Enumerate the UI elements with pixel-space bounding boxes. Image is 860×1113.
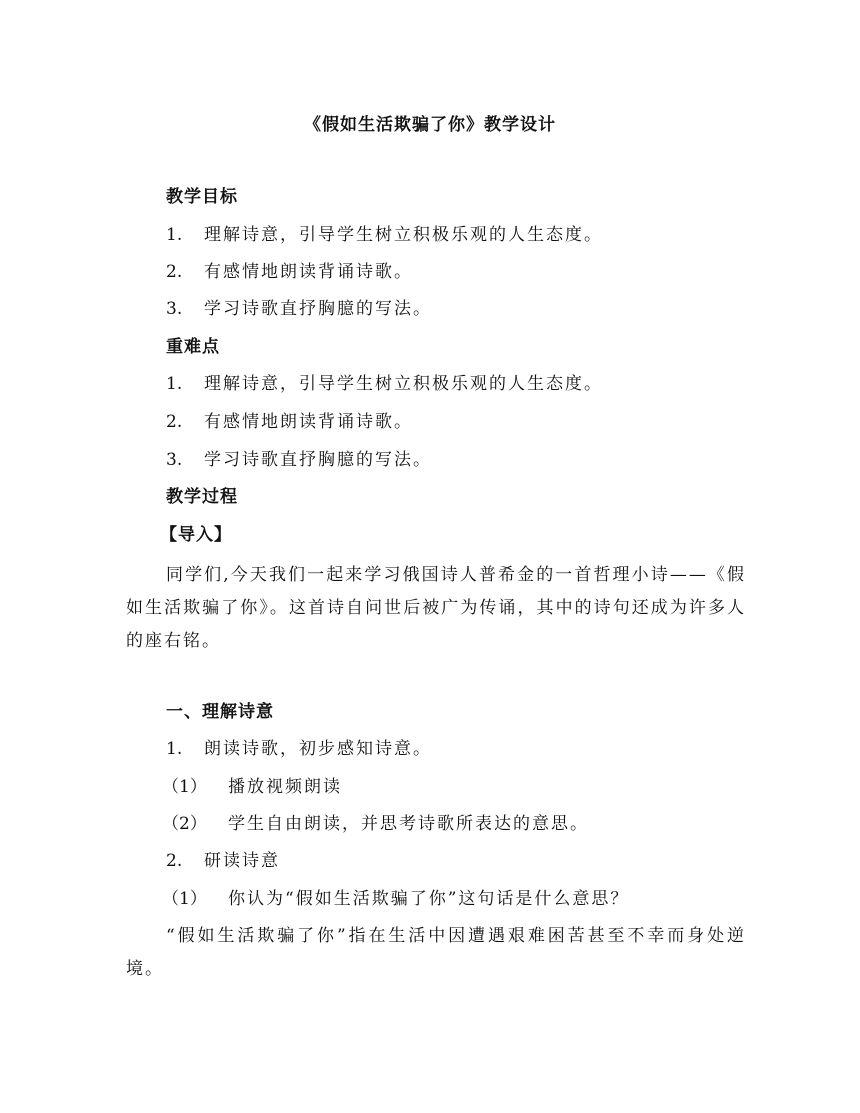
sub-step-item — [162, 775, 342, 799]
answer-paragraph: “假如生活欺骗了你”指在生活中因遭遇艰难困苦甚至不幸而身处逆境。 — [126, 926, 746, 979]
key-point-number: 1. — [166, 374, 183, 394]
key-point-item — [166, 410, 413, 434]
objective-number: 1. — [166, 225, 183, 245]
document-title: 《假如生活欺骗了你》教学设计 — [304, 115, 556, 135]
key-point-text: 学习诗歌直抒胸臆的写法。 — [204, 450, 432, 470]
sub-step-number: （2） — [162, 814, 207, 834]
objective-item — [166, 223, 603, 247]
step-number: 1. — [166, 739, 183, 759]
process-heading: 教学过程 — [166, 487, 238, 507]
objective-number: 2. — [166, 262, 183, 282]
key-point-text: 有感情地朗读背诵诗歌。 — [204, 412, 413, 432]
objective-number: 3. — [166, 299, 183, 319]
sub-step-text: 学生自由朗读，并思考诗歌所表达的意思。 — [228, 814, 589, 834]
step-item — [166, 737, 432, 761]
sub-step-text: 你认为“假如生活欺骗了你”这句话是什么意思？ — [228, 889, 630, 909]
sub-step-number: （1） — [162, 889, 207, 909]
intro-paragraph: 同学们,今天我们一起来学习俄国诗人普希金的一首哲理小诗——《假如生活欺骗了你》。这首诗自问世后被广为传诵，其中的诗句还成为许多人的座右铭。 — [126, 565, 746, 651]
step-item — [166, 849, 280, 873]
objective-item — [166, 297, 432, 321]
key-point-number: 3. — [166, 450, 183, 470]
key-point-item — [166, 372, 603, 396]
section1-heading: 一、理解诗意 — [166, 702, 274, 722]
key-point-number: 2. — [166, 412, 183, 432]
key-points-heading: 重难点 — [166, 337, 220, 357]
sub-step-number: （1） — [162, 777, 207, 797]
objective-text: 有感情地朗读背诵诗歌。 — [204, 262, 413, 282]
objective-text: 理解诗意，引导学生树立积极乐观的人生态度。 — [204, 225, 603, 245]
sub-step-item — [162, 812, 589, 836]
objective-item — [166, 260, 413, 284]
objective-text: 学习诗歌直抒胸臆的写法。 — [204, 299, 432, 319]
key-point-text: 理解诗意，引导学生树立积极乐观的人生态度。 — [204, 374, 603, 394]
sub-step-text: 播放视频朗读 — [228, 777, 342, 797]
step-text: 研读诗意 — [204, 851, 280, 871]
sub-step-item — [162, 887, 629, 911]
objectives-heading: 教学目标 — [166, 187, 238, 207]
step-number: 2. — [166, 851, 183, 871]
intro-heading: 【导入】 — [160, 525, 232, 545]
key-point-item — [166, 448, 432, 472]
step-text: 朗读诗歌，初步感知诗意。 — [204, 739, 432, 759]
